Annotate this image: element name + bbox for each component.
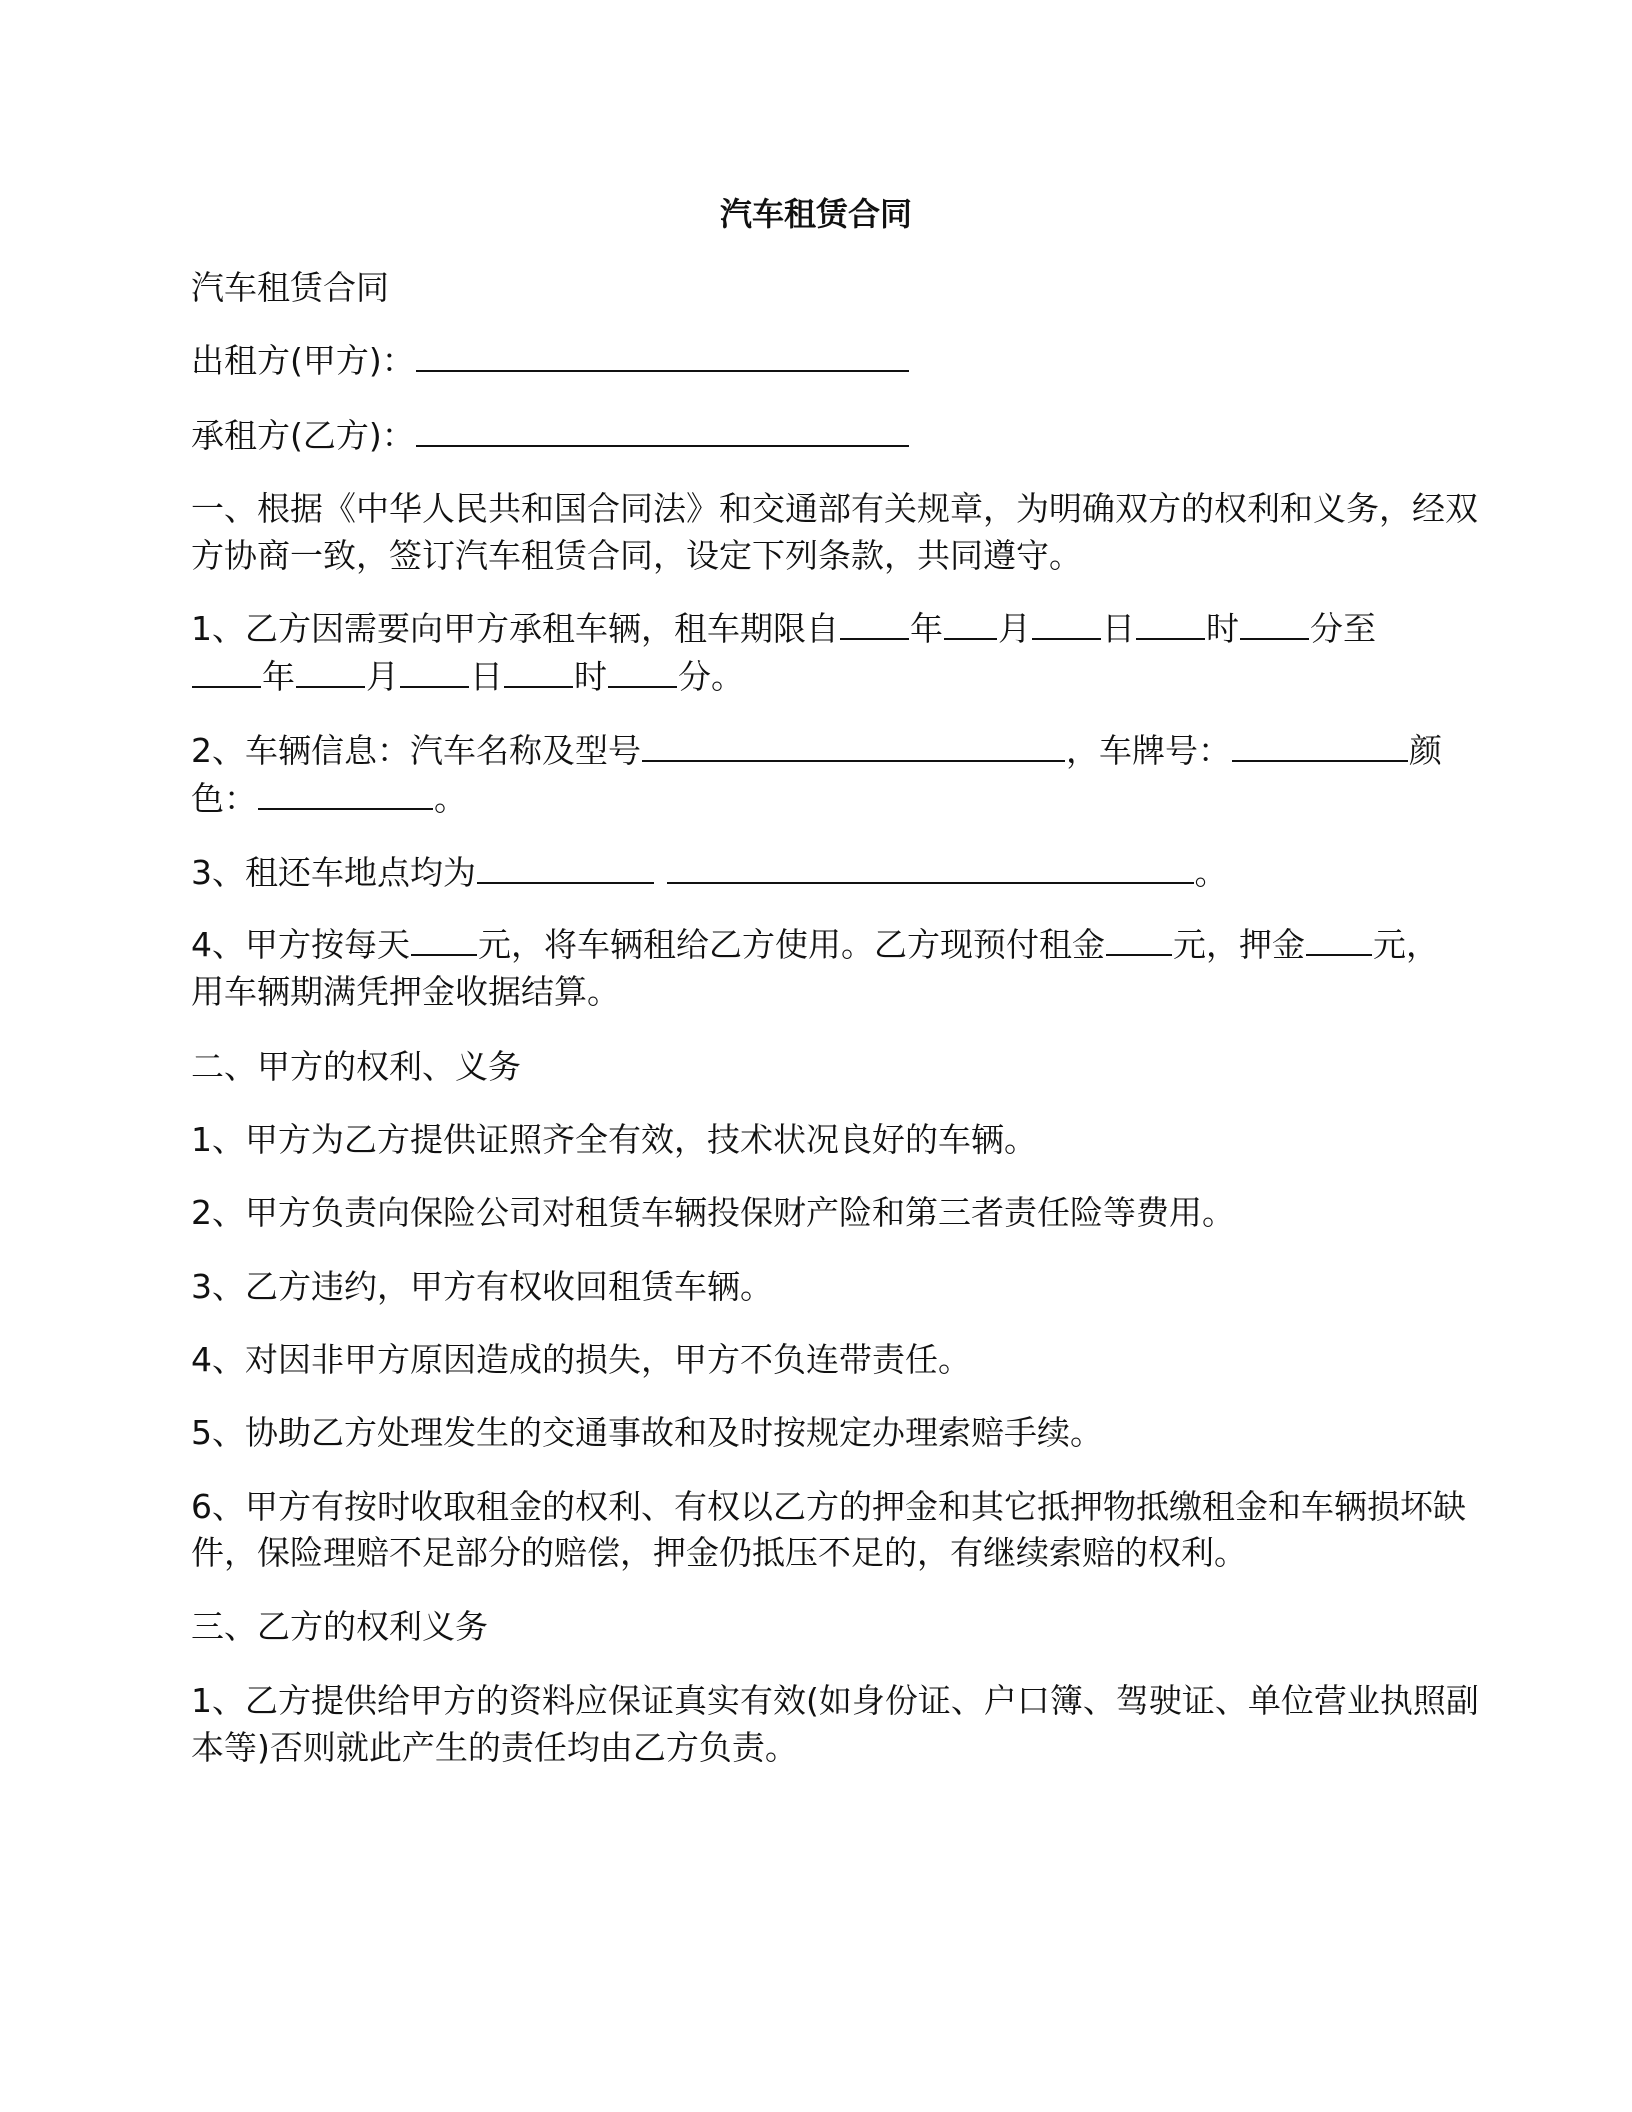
lessor-blank[interactable] bbox=[416, 340, 909, 372]
location-blank-1[interactable] bbox=[477, 852, 654, 884]
blank[interactable] bbox=[840, 608, 909, 640]
item1-line1 bbox=[191, 605, 1376, 653]
section2-item: 3、乙方违约，甲方有权收回租赁车辆。 bbox=[191, 1267, 773, 1306]
hour-label: 时 bbox=[1206, 609, 1239, 648]
prepaid-blank[interactable] bbox=[1106, 924, 1172, 956]
section3-heading: 三、乙方的权利义务 bbox=[191, 1607, 488, 1646]
blank[interactable] bbox=[192, 656, 261, 688]
plate-label: ，车牌号： bbox=[1066, 731, 1231, 770]
item2-line1 bbox=[191, 727, 1442, 775]
color-blank[interactable] bbox=[258, 778, 433, 810]
section3-item1-line1: 1、乙方提供给甲方的资料应保证真实有效(如身份证、户口簿、驾驶证、单位营业执照副 bbox=[191, 1681, 1479, 1720]
hour-label: 时 bbox=[574, 657, 607, 696]
section2-item: 5、协助乙方处理发生的交通事故和及时按规定办理索赔手续。 bbox=[191, 1413, 1103, 1452]
item4-text: 元，押金 bbox=[1173, 925, 1305, 964]
lessor-line bbox=[191, 337, 910, 385]
blank[interactable] bbox=[608, 656, 677, 688]
section2-item6-line1: 6、甲方有按时收取租金的权利、有权以乙方的押金和其它抵押物抵缴租金和车辆损坏缺 bbox=[191, 1487, 1466, 1526]
section3-item1-line2: 本等)否则就此产生的责任均由乙方负责。 bbox=[191, 1728, 798, 1767]
minute-label: 分至 bbox=[1310, 609, 1376, 648]
section2-item: 1、甲方为乙方提供证照齐全有效，技术状况良好的车辆。 bbox=[191, 1120, 1037, 1159]
color-label-part: 颜 bbox=[1409, 731, 1442, 770]
section1-line2: 方协商一致，签订汽车租赁合同，设定下列条款，共同遵守。 bbox=[191, 536, 1082, 575]
day-label: 日 bbox=[1102, 609, 1135, 648]
plate-blank[interactable] bbox=[1232, 730, 1408, 762]
lessor-label: 出租方(甲方)： bbox=[191, 341, 415, 380]
section2-item: 2、甲方负责向保险公司对租赁车辆投保财产险和第三者责任险等费用。 bbox=[191, 1193, 1235, 1232]
section2-item6-line2: 件，保险理赔不足部分的赔偿，押金仍抵压不足的，有继续索赔的权利。 bbox=[191, 1533, 1247, 1572]
blank[interactable] bbox=[1136, 608, 1205, 640]
item4-text: 元， bbox=[1373, 925, 1439, 964]
item2-line2 bbox=[191, 775, 467, 823]
blank[interactable] bbox=[1032, 608, 1101, 640]
item3-text: 3、租还车地点均为 bbox=[191, 853, 476, 892]
year-label: 年 bbox=[910, 609, 943, 648]
document-title: 汽车租赁合同 bbox=[719, 195, 912, 233]
section1-line1: 一、根据《中华人民共和国合同法》和交通部有关规章，为明确双方的权利和义务，经双 bbox=[191, 489, 1478, 528]
location-blank-2[interactable] bbox=[667, 852, 1194, 884]
deposit-blank[interactable] bbox=[1306, 924, 1372, 956]
blank[interactable] bbox=[504, 656, 573, 688]
section2-item: 4、对因非甲方原因造成的损失，甲方不负连带责任。 bbox=[191, 1340, 971, 1379]
lessee-blank[interactable] bbox=[416, 415, 909, 447]
item4-text: 元，将车辆租给乙方使用。乙方现预付租金 bbox=[478, 925, 1105, 964]
period: 。 bbox=[1194, 853, 1228, 892]
day-label: 日 bbox=[470, 657, 503, 696]
item3-line bbox=[191, 849, 1228, 897]
subtitle: 汽车租赁合同 bbox=[191, 268, 389, 307]
lessee-label: 承租方(乙方)： bbox=[191, 416, 415, 455]
month-label: 月 bbox=[366, 657, 399, 696]
blank[interactable] bbox=[1240, 608, 1309, 640]
blank[interactable] bbox=[296, 656, 365, 688]
item2-text: 2、车辆信息：汽车名称及型号 bbox=[191, 731, 641, 770]
item1-text: 1、乙方因需要向甲方承租车辆，租车期限自 bbox=[191, 609, 839, 648]
minute-label: 分。 bbox=[678, 657, 744, 696]
item1-line2 bbox=[191, 653, 744, 701]
lessee-line bbox=[191, 412, 910, 460]
item4-line2: 用车辆期满凭押金收据结算。 bbox=[191, 972, 620, 1011]
blank[interactable] bbox=[944, 608, 997, 640]
period: 。 bbox=[434, 779, 467, 818]
blank[interactable] bbox=[400, 656, 469, 688]
item4-text: 4、甲方按每天 bbox=[191, 925, 410, 964]
month-label: 月 bbox=[998, 609, 1031, 648]
model-blank[interactable] bbox=[642, 730, 1065, 762]
color-label: 色： bbox=[191, 779, 257, 818]
year-label: 年 bbox=[262, 657, 295, 696]
daily-rent-blank[interactable] bbox=[411, 924, 477, 956]
item4-line1 bbox=[191, 921, 1439, 969]
section2-heading: 二、甲方的权利、义务 bbox=[191, 1047, 521, 1086]
